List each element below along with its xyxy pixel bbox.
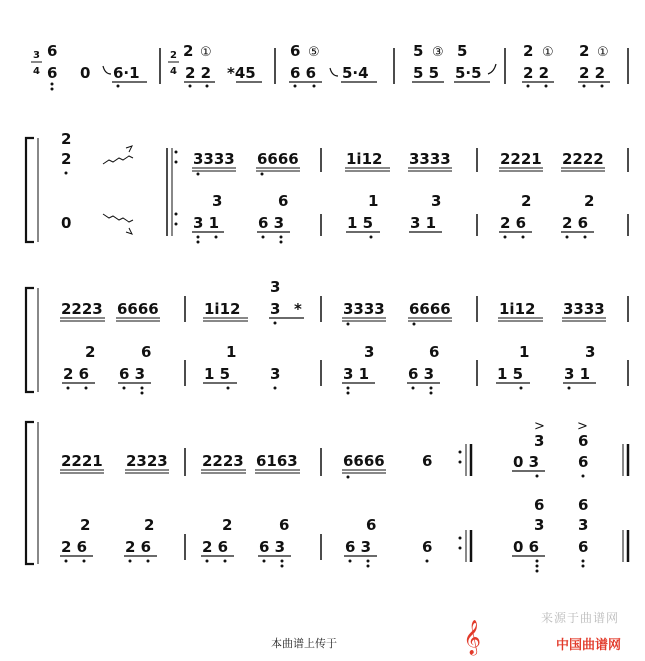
system-2 [26,278,628,395]
note: 6666 [117,300,159,318]
note: 6 [366,516,377,534]
note: 6 [578,496,589,514]
string-mark: ⑤ [308,45,320,60]
note: 6 [578,538,589,556]
note: 6666 [257,150,299,168]
string-mark: ① [200,45,212,60]
note: 2 2 [523,64,550,82]
note: 1 5 [497,365,524,383]
note: 2323 [126,452,168,470]
note: 5·5 [455,64,482,82]
note: 2 6 [562,214,589,232]
note: 1 [368,192,379,210]
note: 3333 [193,150,235,168]
accent-mark: > [577,419,588,434]
note: 2222 [562,150,604,168]
note: 3 [585,343,596,361]
note: 3 [270,278,281,296]
note: 6 6 [290,64,317,82]
note: 3 [534,432,545,450]
note: 2 6 [500,214,527,232]
watermark-site-text: 来源于曲谱网 [540,611,619,625]
note: 6 [578,432,589,450]
note: 3 [578,516,589,534]
time-signature-bottom: 4 [33,66,40,77]
note: 1 5 [347,214,374,232]
note: 6 3 [345,538,372,556]
note: 3 [212,192,223,210]
note: 2223 [61,300,103,318]
note: 3 [364,343,375,361]
note: 6·1 [113,64,140,82]
string-mark: ③ [432,45,444,60]
note: 2 6 [125,538,152,556]
note: 6 [290,42,301,60]
note: 6 [578,453,589,471]
note: 6666 [409,300,451,318]
time-signature-top: 2 [170,50,177,61]
note: 2 6 [202,538,229,556]
note: 5·4 [342,64,369,82]
rest: 0 [80,64,91,82]
note: 3 [431,192,442,210]
string-mark: ① [542,45,554,60]
note: 3 1 [193,214,220,232]
note: 6666 [343,452,385,470]
note: 6 3 [119,365,146,383]
system-3 [26,419,628,573]
note: 6 [422,452,433,470]
note: 3 1 [343,365,370,383]
string-mark: ① [597,45,609,60]
note: 2 [61,130,72,148]
note: 2 2 [185,64,212,82]
note: 2 [183,42,194,60]
note: 3 [270,300,281,318]
note: 2 [80,516,91,534]
note: 1i12 [499,300,536,318]
watermark-logo: 中国曲谱网 [555,638,621,653]
note: 6 [47,42,58,60]
note: 3333 [409,150,451,168]
watermark-source-note: 本曲谱上传于 [271,637,337,650]
note: 6 [47,64,58,82]
note: 3333 [343,300,385,318]
system-1 [26,130,628,244]
note: 0 3 [513,453,540,471]
note: 6 3 [258,214,285,232]
note: 2 [144,516,155,534]
accent-mark: > [534,419,545,434]
note: 2 [584,192,595,210]
note: 1i12 [204,300,241,318]
treble-clef-icon: 𝄞 [463,620,481,655]
note: 2223 [202,452,244,470]
note: 3 1 [410,214,437,232]
note: 6 [278,192,289,210]
time-signature-bottom: 4 [170,66,177,77]
note: 2 [85,343,96,361]
note: 2221 [61,452,103,470]
note: 5 5 [413,64,440,82]
note: 6 [141,343,152,361]
time-signature-top: 3 [33,50,40,61]
note: 6 [534,496,545,514]
note: 3333 [563,300,605,318]
note: 1 [226,343,237,361]
note: 6163 [256,452,298,470]
note: 1i12 [346,150,383,168]
note: 2 [579,42,590,60]
note: 2 6 [61,538,88,556]
note: 2 [61,150,72,168]
intro-line [31,42,628,91]
rest: 0 [61,214,72,232]
note: 2 [523,42,534,60]
note: 2221 [500,150,542,168]
note: 5 [457,42,468,60]
note: 3 [270,365,281,383]
note: 2 6 [63,365,90,383]
note: 1 5 [204,365,231,383]
note: 3 1 [564,365,591,383]
note: 3 [534,516,545,534]
note: 6 3 [408,365,435,383]
note: * [294,300,302,318]
note: 5 [413,42,424,60]
note: 1 [519,343,530,361]
note: 0 6 [513,538,540,556]
watermark [271,607,631,657]
note: 6 [429,343,440,361]
note: 2 2 [579,64,606,82]
note: 2 [521,192,532,210]
note: 6 [279,516,290,534]
note: 6 [422,538,433,556]
note: 2 [222,516,233,534]
note: 6 3 [259,538,286,556]
note: *45 [227,64,256,82]
